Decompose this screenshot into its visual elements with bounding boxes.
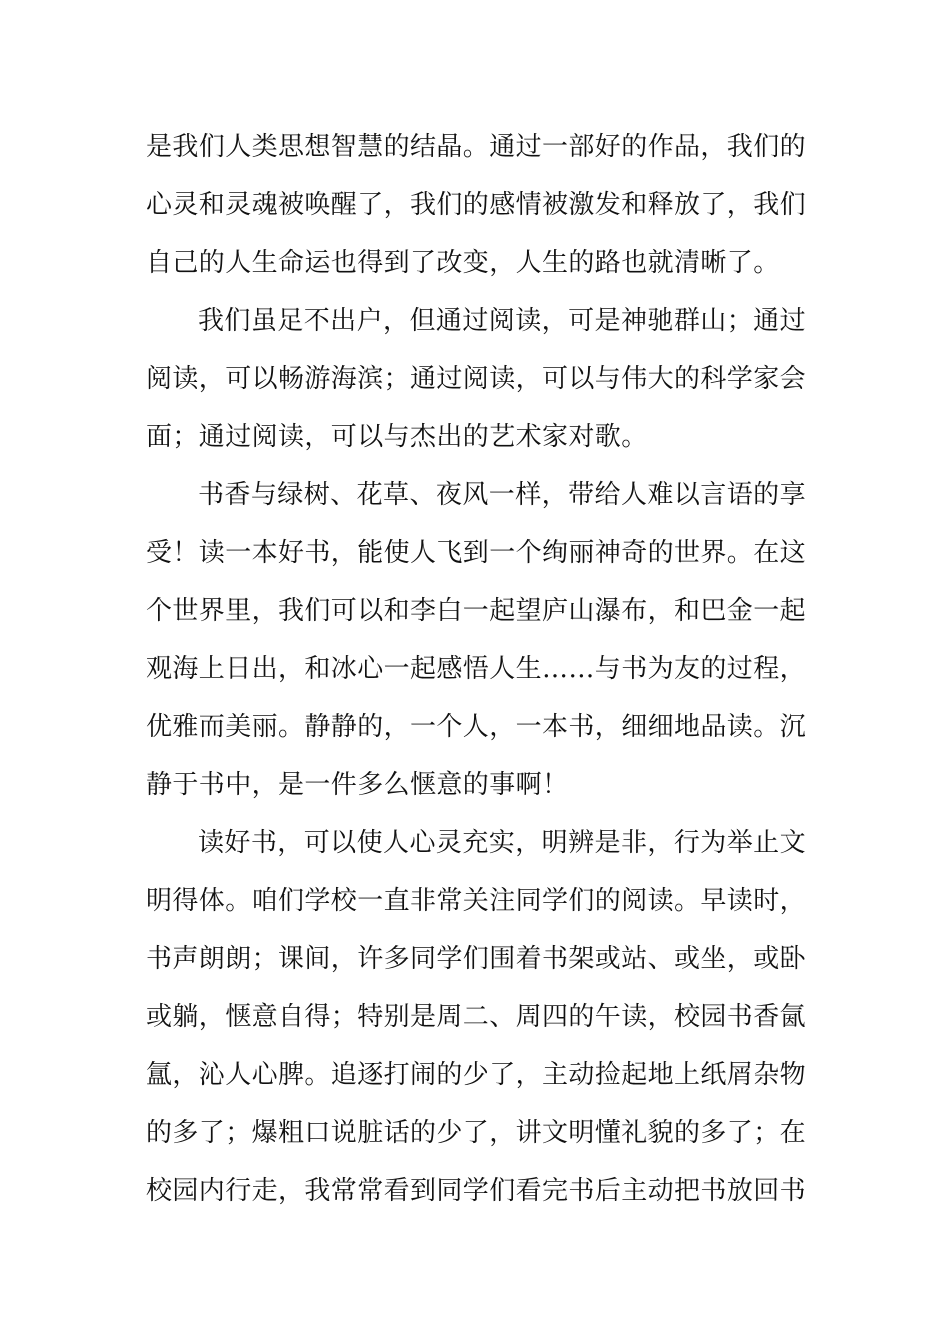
paragraph-3	[146, 466, 806, 814]
text-line: 自己的人生命运也得到了改变，人生的路也就清晰了。	[146, 248, 780, 278]
text-line: 书香与绿树、花草、夜风一样，带给人难以言语的享	[198, 480, 806, 510]
text-line: 校园内行走，我常常看到同学们看完书后主动把书放回书	[146, 1176, 807, 1206]
text-line: 个世界里，我们可以和李白一起望庐山瀑布，和巴金一起	[146, 596, 807, 626]
body-text	[146, 118, 806, 1220]
text-line: 是我们人类思想智慧的结晶。通过一部好的作品，我们的	[146, 132, 807, 162]
text-line: 面；通过阅读，可以与杰出的艺术家对歌。	[146, 422, 648, 452]
paragraph-2	[146, 292, 806, 466]
text-line: 的多了；爆粗口说脏话的少了，讲文明懂礼貌的多了；在	[146, 1118, 807, 1148]
text-line: 我们虽足不出户，但通过阅读，可是神驰群山；通过	[198, 306, 806, 336]
text-line: 优雅而美丽。静静的，一个人，一本书，细细地品读。沉	[146, 712, 807, 742]
paragraph-4	[146, 814, 806, 1220]
text-line: 书声朗朗；课间，许多同学们围着书架或站、或坐，或卧	[146, 944, 807, 974]
text-line: 心灵和灵魂被唤醒了，我们的感情被激发和释放了，我们	[146, 190, 807, 220]
paragraph-1	[146, 118, 806, 292]
text-line: 或躺，惬意自得；特别是周二、周四的午读，校园书香氤	[146, 1002, 807, 1032]
text-line: 氲，沁人心脾。追逐打闹的少了，主动捡起地上纸屑杂物	[146, 1060, 807, 1090]
text-line: 静于书中，是一件多么惬意的事啊！	[146, 770, 569, 800]
text-line: 受！读一本好书，能使人飞到一个绚丽神奇的世界。在这	[146, 538, 807, 568]
text-line: 读好书，可以使人心灵充实，明辨是非，行为举止文	[198, 828, 806, 858]
text-line: 观海上日出，和冰心一起感悟人生……与书为友的过程，	[146, 654, 807, 684]
text-line: 明得体。咱们学校一直非常关注同学们的阅读。早读时，	[146, 886, 807, 916]
text-line: 阅读，可以畅游海滨；通过阅读，可以与伟大的科学家会	[146, 364, 807, 394]
